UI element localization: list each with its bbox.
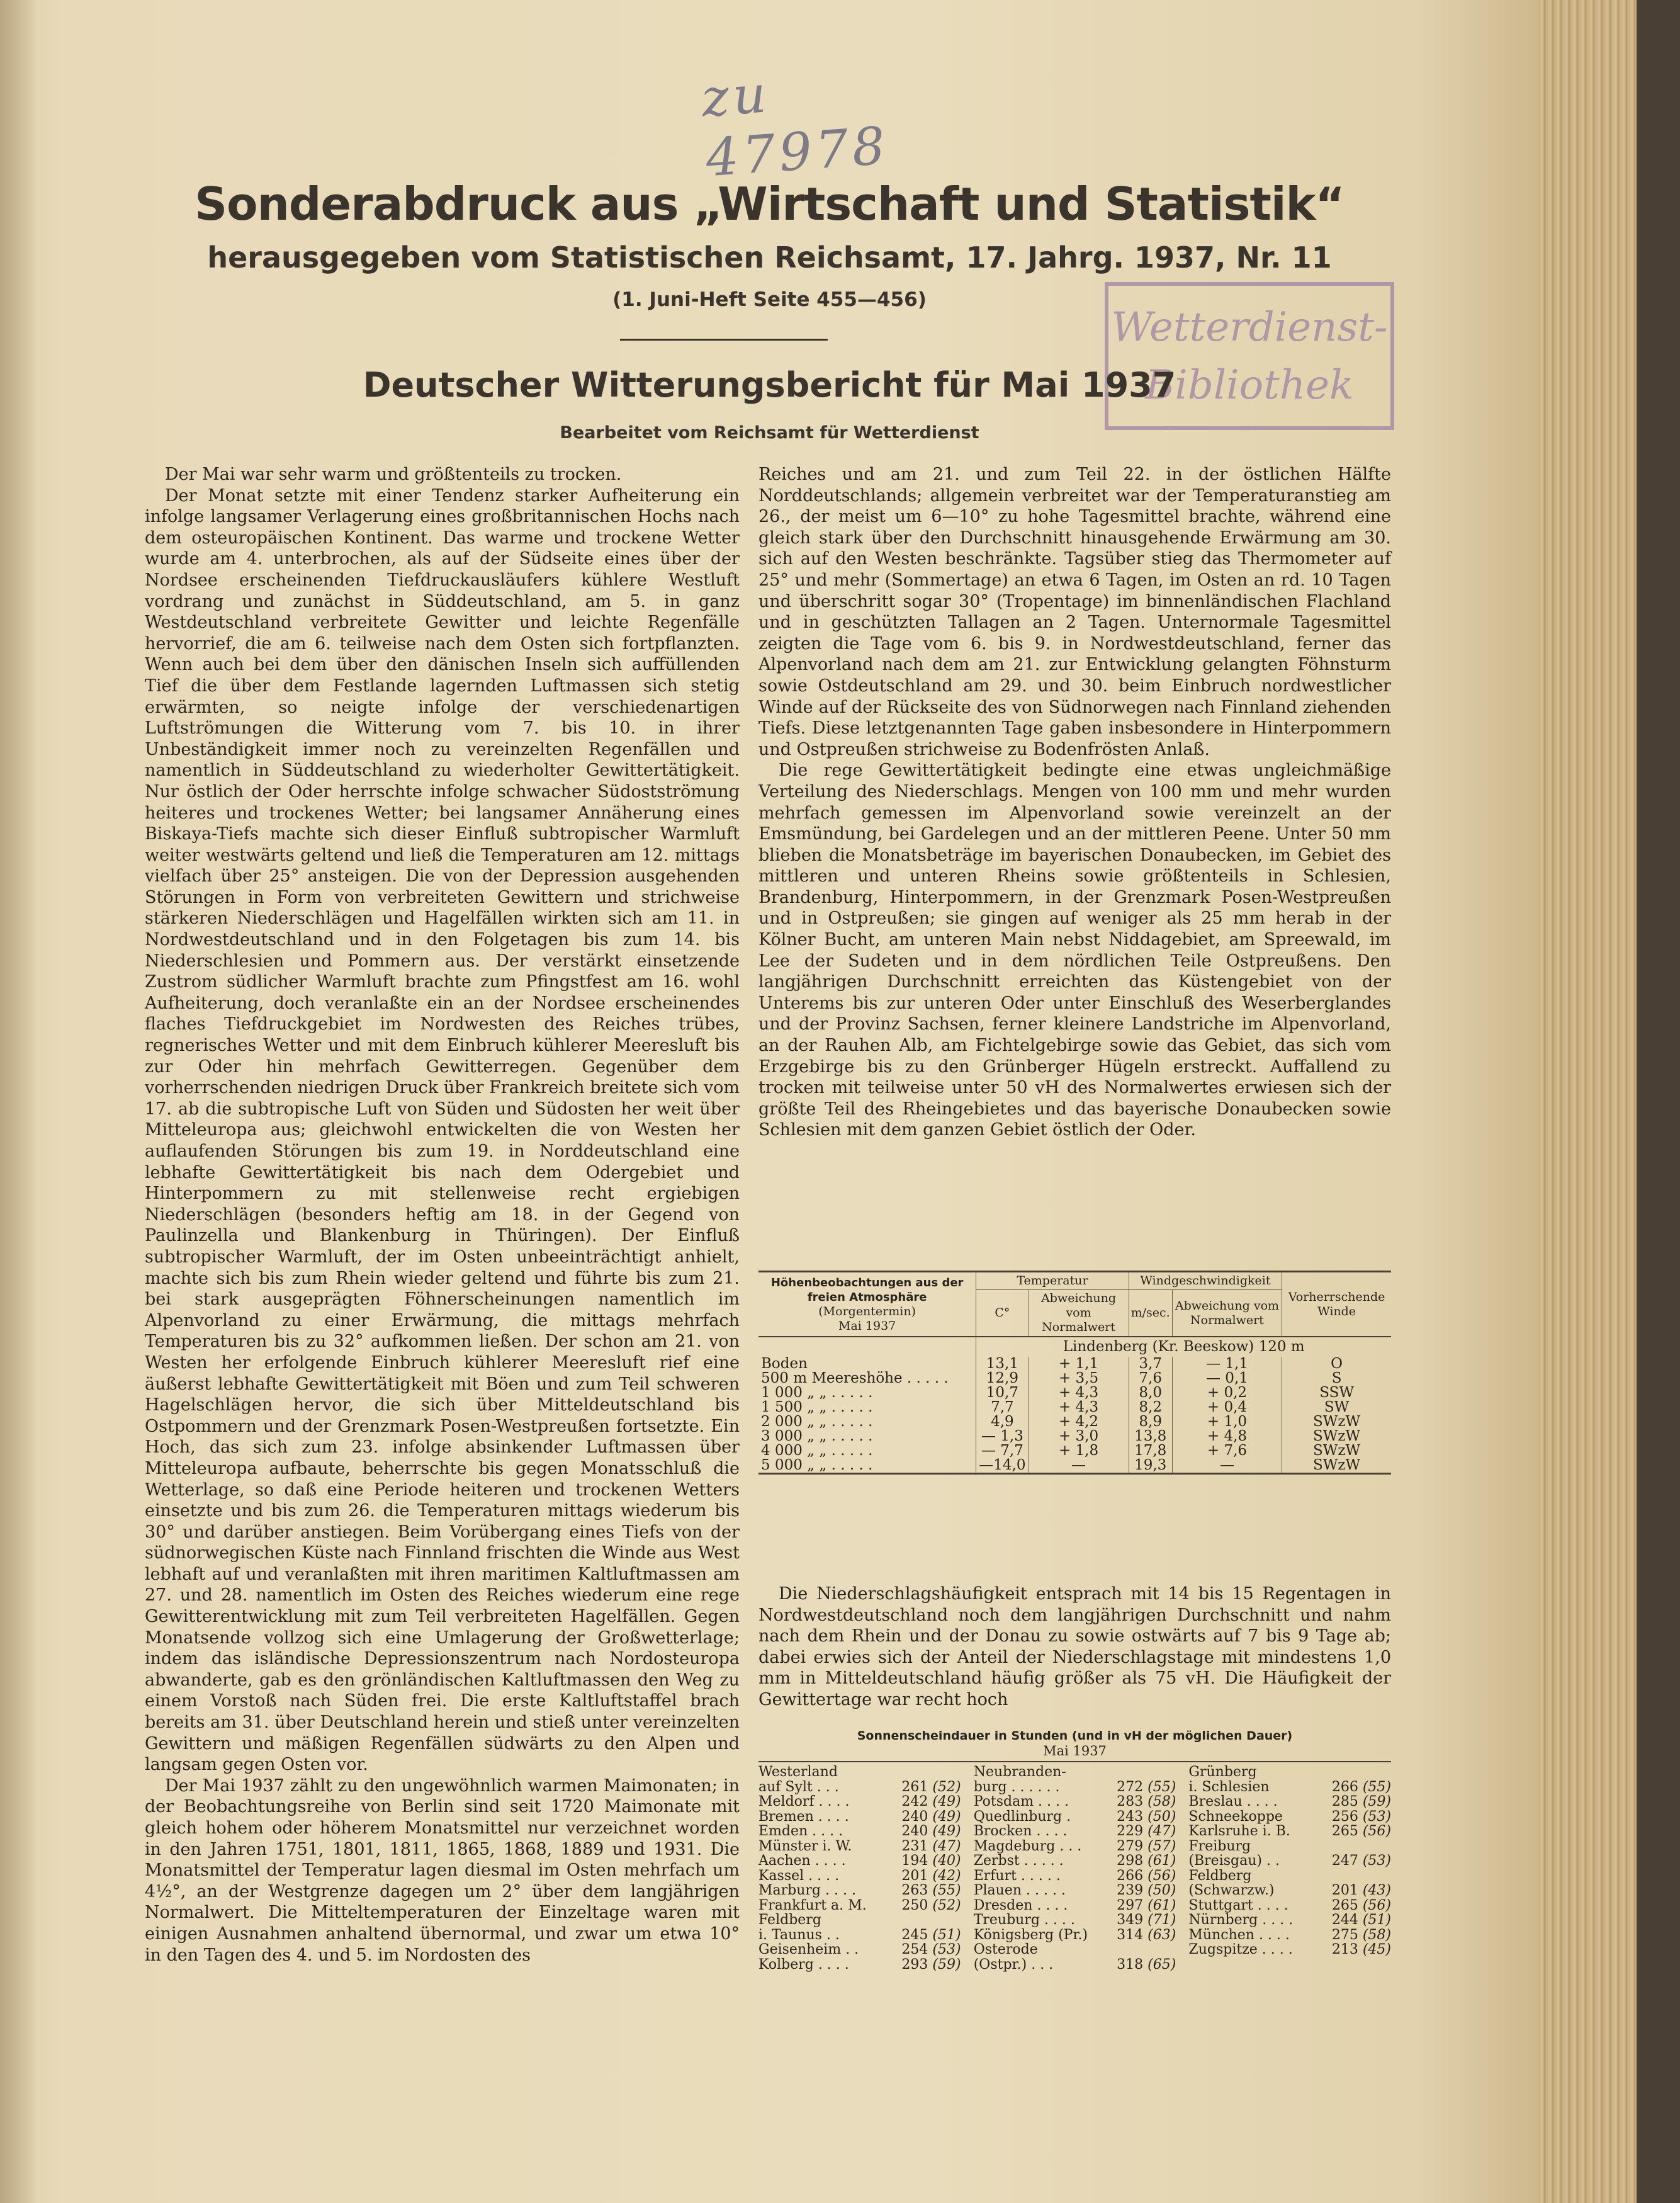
sunshine-value	[1117, 1780, 1176, 1795]
sunshine-hours: 213	[1331, 1942, 1358, 1957]
sunshine-value	[1332, 1809, 1391, 1825]
sunshine-row	[974, 1957, 1176, 1973]
sunshine-row	[974, 1809, 1176, 1825]
cell-wind-deviation: + 0,4	[1172, 1400, 1282, 1415]
sunshine-value	[901, 1928, 961, 1943]
cell-wind-deviation: + 1,0	[1172, 1415, 1282, 1429]
sunshine-value	[1332, 1942, 1391, 1957]
sunshine-row	[758, 1898, 961, 1913]
station-name: Bremen . . . .	[758, 1808, 849, 1825]
table-header-wind-deviation: Abweichung vom Normalwert	[1172, 1290, 1282, 1337]
sunshine-row	[974, 1869, 1176, 1884]
station-name: Kolberg . . . .	[758, 1956, 849, 1973]
sunshine-row	[1188, 1824, 1391, 1839]
sunshine-hours: 242	[901, 1794, 928, 1809]
sunshine-hours: 243	[1117, 1808, 1144, 1825]
sunshine-percent: (53)	[932, 1942, 961, 1957]
sunshine-column	[758, 1765, 961, 1972]
sunshine-value	[1332, 1794, 1391, 1809]
cell-wind-deviation: + 0,2	[1172, 1386, 1282, 1400]
cell-direction: SWzW	[1282, 1429, 1391, 1444]
sunshine-row	[974, 1913, 1176, 1928]
sunshine-value	[1117, 1839, 1176, 1854]
sunshine-value	[901, 1780, 961, 1795]
sunshine-percent: (65)	[1147, 1956, 1176, 1973]
sunshine-row	[1188, 1839, 1391, 1854]
sunshine-percent: (50)	[1147, 1883, 1176, 1898]
cell-temp: 7,7	[976, 1400, 1029, 1415]
station-name: Quedlinburg .	[973, 1808, 1071, 1825]
sunshine-row	[974, 1928, 1176, 1943]
sunshine-row	[974, 1824, 1176, 1839]
table-row	[758, 1400, 1391, 1415]
sunshine-value	[901, 1883, 961, 1898]
sunshine-percent: (52)	[932, 1897, 961, 1913]
sunshine-hours: 349	[1117, 1912, 1144, 1928]
sunshine-value	[1332, 1854, 1391, 1869]
sunshine-hours: 263	[901, 1883, 928, 1898]
sunshine-percent: (50)	[1147, 1808, 1176, 1825]
sunshine-row	[1188, 1928, 1391, 1943]
sunshine-row	[974, 1854, 1176, 1869]
sunshine-title: Sonnenscheindauer in Stunden (und in vH der möglichen Dauer)	[857, 1729, 1293, 1743]
sunshine-row	[758, 1824, 961, 1839]
cell-level: 4 000 „ „ . . . . .	[761, 1442, 873, 1459]
cell-direction: SWzW	[1282, 1458, 1391, 1474]
station-name: Magdeburg . . .	[973, 1838, 1082, 1854]
binding-edge	[1637, 0, 1680, 2203]
cell-temp-deviation: —	[1029, 1458, 1129, 1474]
sunshine-value	[901, 1809, 961, 1825]
sunshine-percent: (59)	[932, 1956, 961, 1973]
cell-wind-deviation: — 1,1	[1172, 1357, 1282, 1371]
right-column-lower	[758, 1583, 1391, 1711]
sunshine-table	[758, 1728, 1391, 1972]
cell-wind-deviation: + 7,6	[1172, 1444, 1282, 1458]
spine-shadow	[0, 0, 38, 2203]
cell-temp-deviation: + 3,0	[1029, 1429, 1129, 1444]
sunshine-value	[1117, 1898, 1176, 1913]
sunshine-row	[974, 1780, 1176, 1795]
sunshine-row	[1188, 1898, 1391, 1913]
station-name: Osterode	[973, 1942, 1038, 1957]
sunshine-value	[1117, 1928, 1176, 1943]
sunshine-hours: 265	[1331, 1897, 1358, 1913]
sunshine-percent: (58)	[1362, 1927, 1391, 1943]
sunshine-value	[901, 1794, 961, 1809]
sunshine-hours: 240	[901, 1808, 928, 1825]
sunshine-percent: (61)	[1147, 1897, 1176, 1913]
offprint-subtitle: herausgegeben vom Statistischen Reichsamt, 17. Jahrg. 1937, Nr. 11	[207, 241, 1332, 275]
sunshine-row	[758, 1957, 961, 1973]
station-name: Zugspitze . . . .	[1188, 1942, 1293, 1957]
table-header-celsius: C°	[976, 1290, 1029, 1337]
cell-wind: 8,9	[1129, 1415, 1172, 1429]
offprint-reference: (1. Juni-Heft Seite 455—456)	[612, 288, 927, 311]
sunshine-hours: 201	[901, 1867, 928, 1884]
station-name: Neubranden-	[973, 1764, 1066, 1780]
cell-level: 500 m Meereshöhe . . . . .	[761, 1370, 949, 1386]
station-name: Meldorf . . . .	[758, 1794, 850, 1809]
sunshine-value	[1332, 1883, 1391, 1898]
sunshine-hours: 194	[901, 1853, 928, 1869]
sunshine-value	[901, 1942, 961, 1957]
cell-temp-deviation: + 4,2	[1029, 1415, 1129, 1429]
paragraph: Die Niederschlagshäufigkeit entsprach mit 14 bis 15 Regentagen in Nordwestdeutschland noch dem langjährigen Durchschnitt und nahm nach dem Rhein und der Donau zu sowie ostwärts auf 7 bis 9 Tage ab; dabei erwies sich der Anteil der Niederschlagstage mit mindestens 1,0 mm in Mitteldeutschland häufig größer als 75 vH. Die Häufigkeit der Gewittertage war recht hoch	[758, 1584, 1391, 1709]
cell-direction: S	[1282, 1371, 1391, 1386]
station-name: Breslau . . . .	[1188, 1794, 1278, 1809]
sunshine-value	[901, 1957, 961, 1973]
sunshine-row	[1188, 1942, 1391, 1957]
station-name: Schneekoppe	[1188, 1808, 1283, 1825]
table-row	[758, 1386, 1391, 1400]
sunshine-hours: 285	[1331, 1794, 1358, 1809]
sunshine-percent: (53)	[1362, 1808, 1391, 1825]
sunshine-value	[1332, 1824, 1391, 1839]
sunshine-hours: 229	[1117, 1823, 1144, 1839]
sunshine-percent: (55)	[1362, 1779, 1391, 1795]
cell-level: 1 000 „ „ . . . . .	[761, 1385, 873, 1401]
sunshine-percent: (56)	[1362, 1897, 1391, 1913]
cell-wind-deviation: + 4,8	[1172, 1429, 1282, 1444]
station-name: i. Schlesien	[1188, 1779, 1270, 1795]
sunshine-value	[1332, 1913, 1391, 1928]
cell-temp: — 7,7	[976, 1444, 1029, 1458]
sunshine-value	[1117, 1957, 1176, 1973]
sunshine-hours: 283	[1117, 1794, 1144, 1809]
sunshine-percent: (42)	[932, 1867, 961, 1884]
station-name: (Schwarzw.)	[1188, 1883, 1275, 1898]
station-name: Westerland	[758, 1764, 838, 1780]
sunshine-value	[1332, 1898, 1391, 1913]
sunshine-column	[974, 1765, 1176, 1972]
sunshine-hours: 239	[1117, 1883, 1144, 1898]
sunshine-row	[1188, 1869, 1391, 1884]
cell-wind-deviation: —	[1172, 1458, 1282, 1474]
sunshine-value	[1117, 1869, 1176, 1884]
report-author: Bearbeitet vom Reichsamt für Wetterdienst	[560, 423, 979, 443]
cell-temp: 4,9	[976, 1415, 1029, 1429]
sunshine-hours: 266	[1117, 1867, 1144, 1884]
sunshine-hours: 314	[1117, 1927, 1144, 1943]
sunshine-row	[1188, 1780, 1391, 1795]
sunshine-percent: (59)	[1362, 1794, 1391, 1809]
table-header-temperature: Temperatur	[976, 1272, 1129, 1290]
sunshine-percent: (45)	[1362, 1942, 1391, 1957]
right-column	[758, 464, 1391, 1141]
table-row	[758, 1415, 1391, 1429]
paragraph: Der Monat setzte mit einer Tendenz starker Aufheiterung ein infolge langsamer Verlagerung eines großbritannischen Hochs nach dem osteuropäischen Kontinent. Das warme und trockene Wetter wurde am 4. unterbrochen, als auf der Südseite eines über der Nordsee erscheinenden Tiefdruckausläufers kühlere Westluft vordrang und zunächst in Süddeutschland, am 5. in ganz Westdeutschland verbreitete Gewitter und leichte Regenfälle hervorrief, die am 6. teilweise nach dem Osten sich fortpflanzten. Wenn auch bei dem über den dänischen Inseln sich auffüllenden Tief die über dem Festlande lagernden Luftmassen sich stetig erwärmten, so neigte infolge der verschiedenartigen Luftströmungen die Witterung vom 7. bis 10. in ihrer Unbeständigkeit immer noch zu vereinzelten Regenfällen und namentlich in Süddeutschland zu wiederholter Gewittertätigkeit. Nur östlich der Oder herrschte infolge schwacher Südostströmung heiteres und trockenes Wetter; bei langsamer Annäherung eines Biskaya-Tiefs machte sich dieser Einfluß subtropischer Warmluft weiter westwärts geltend und ließ die Temperaturen am 12. mittags vielfach über 25° ansteigen. Die von der Depression ausgehenden Störungen in Form von verbreiteten Gewittern und strichweise stärkeren Niederschlägen und Hagelfällen wirkten sich am 11. in Nordwestdeutschland und in den Folgetagen bis zum 14. bis Niederschlesien und Pommern aus. Der verstärkt einsetzende Zustrom südlicher Warmluft brachte zum Pfingstfest am 16. wohl Aufheiterung, doch veranlaßte ein an der Nordsee erscheinendes flaches Tiefdruckgebiet im Nordwesten des Reiches trübes, regnerisches Wetter und mit dem Einbruch kühlerer Meeresluft bis zur Oder hin mehrfach Gewitterregen. Gegenüber dem vorherrschenden niedrigen Druck über Frankreich breitete sich vom 17. ab die subtropische Luft von Süden und Südosten her weit über Mitteleuropa aus; gleichwohl entwickelten die von Westen her auflaufenden Störungen bis zum 19. in Norddeutschland eine lebhafte Gewittertätigkeit bis nach dem Odergebiet und Hinterpommern zu mit stellenweise recht ergiebigen Niederschlägen (besonders heftig am 18. in der Gegend von Paulinzella und Blankenburg in Thüringen). Der Einfluß subtropischer Warmluft, der im Osten unbeeinträchtigt anhielt, machte sich bis zum Rhein wieder geltend und führte bis zum 21. bei stark ausgeprägten Föhnerscheinungen namentlich im Alpenvorland zu einer Erwärmung, die mittags mehrfach Temperaturen bis zu 32° aufkommen ließen. Der schon am 21. von Westen her erfolgende Einbruch kühlerer Meeresluft rief eine äußerst lebhafte Gewittertätigkeit mit Böen und zum Teil schweren Hagelschlägen hervor, die sich über Mitteldeutschland bis Ostpommern und der Grenzmark Posen-Westpreußen fortsetzte. Ein Hoch, das sich zum 23. infolge absinkender Luftmassen über Mitteleuropa aufbaute, beherrschte bis gegen Monatsschluß die Wetterlage, so daß eine Periode heiteren und trockenen Wetters einsetzte und bis zum 26. die Temperaturen mittags wiederum bis 30° und darüber anstiegen. Beim Vorübergang eines Tiefs von der südnorwegischen Küste nach Finnland frischten die Winde aus West lebhaft auf und veranlaßten mit ihren maritimen Kaltluftmassen am 27. und 28. namentlich im Osten des Reiches wiederum eine rege Gewitterentwicklung mit zum Teil verbreiteten Hagelfällen. Gegen Monatsende vollzog sich eine Umlagerung der Großwetterlage; indem das isländische Depressionszentrum nach Nordosteuropa abwanderte, gab es den grönländischen Kaltluftmassen den Weg zu einem Vorstoß nach Süden frei. Die erste Kaltluftstaffel brach bereits am 31. über Deutschland herein und stieß unter vereinzelten Gewittern und mäßigen Regenfällen südwärts zu den Alpen und langsam gegen Osten vor.	[145, 485, 740, 1775]
cell-level: 2 000 „ „ . . . . .	[761, 1413, 873, 1430]
station-name: Feldberg	[1188, 1867, 1252, 1884]
table-row	[758, 1444, 1391, 1458]
sunshine-value	[901, 1869, 961, 1884]
sunshine-hours: 318	[1117, 1956, 1144, 1973]
cell-wind: 19,3	[1129, 1458, 1172, 1474]
station-name: Münster i. W.	[758, 1838, 852, 1854]
sunshine-row	[758, 1928, 961, 1943]
sunshine-hours: 261	[901, 1779, 928, 1795]
cell-wind: 17,8	[1129, 1444, 1172, 1458]
sunshine-row	[1188, 1883, 1391, 1898]
sunshine-percent: (63)	[1147, 1927, 1176, 1943]
paragraph: Der Mai 1937 zählt zu den ungewöhnlich warmen Maimonaten; in der Beobachtungsreihe von Berlin sind seit 1720 Maimonate mit gleich hohem oder höherem Monatsmittel nur verzeichnet worden in den Jahren 1751, 1801, 1811, 1865, 1868, 1889 und 1931. Die Monatsmittel der Temperatur lagen diesmal im Osten mehrfach um 4½°, an der Westgrenze dagegen um 2° über dem langjährigen Normalwert. Die Mitteltemperaturen der Einzeltage waren mit einigen Ausnahmen anhaltend übernormal, und zwar um etwa 10° in den Tagen des 4. und 5. im Nordosten des	[145, 1775, 740, 1965]
station-name: Potsdam . . . .	[973, 1794, 1069, 1809]
station-name: Dresden . . . .	[973, 1897, 1068, 1913]
sunshine-hours: 272	[1117, 1779, 1144, 1795]
cell-temp-deviation: + 1,8	[1029, 1444, 1129, 1458]
sunshine-hours: 240	[901, 1823, 928, 1839]
sunshine-row	[758, 1839, 961, 1854]
sunshine-value	[1117, 1809, 1176, 1825]
left-column	[145, 464, 740, 1966]
sunshine-value	[1332, 1928, 1391, 1943]
sunshine-hours: 254	[901, 1942, 928, 1957]
cell-temp: — 1,3	[976, 1429, 1029, 1444]
paragraph: Reiches und am 21. und zum Teil 22. in der östlichen Hälfte Norddeutschlands; allgemein verbreitet war der Temperaturanstieg am 26., der meist um 6—10° zu hohe Tagesmittel brachte, während eine gleich stark über den Durchschnitt hinausgehende Erwärmung am 30. sich auf den Westen beschränkte. Tagsüber stieg das Thermometer auf 25° und mehr (Sommertage) an etwa 6 Tagen, im Osten an rd. 10 Tagen und überschritt sogar 30° (Tropentage) im binnenländischen Flachland und in geschützten Tallagen an 2 Tagen. Unternormale Tagesmittel zeigten die Tage vom 6. bis 9. in Nordwestdeutschland, ferner das Alpenvorland nach dem am 21. zur Entwicklung gelangten Föhnsturm sowie Ostdeutschland am 29. und 30. beim Einbruch nordwestlicher Winde auf der Rückseite des von Südnorwegen nach Finnland ziehenden Tiefs. Diese letztgenannten Tage gaben insbesondere in Hinterpommern und Ostpreußen strichweise zu Bodenfrösten Anlaß.	[758, 465, 1391, 759]
station-name: Freiburg	[1188, 1838, 1251, 1854]
sunshine-row	[758, 1942, 961, 1957]
sunshine-hours: 247	[1331, 1853, 1358, 1869]
station-name: Aachen . . . .	[758, 1853, 846, 1869]
sunshine-percent: (53)	[1362, 1853, 1391, 1869]
sunshine-percent: (58)	[1147, 1794, 1176, 1809]
sunshine-hours: 266	[1331, 1779, 1358, 1795]
sunshine-row	[758, 1809, 961, 1825]
station-name: Erfurt . . . . .	[973, 1867, 1061, 1884]
sunshine-subtitle: Mai 1937	[1043, 1743, 1107, 1758]
sunshine-percent: (47)	[932, 1838, 961, 1854]
sunshine-value	[1117, 1794, 1176, 1809]
station-name: München . . . .	[1188, 1927, 1290, 1943]
sunshine-row	[974, 1839, 1176, 1854]
sunshine-percent: (40)	[932, 1853, 961, 1869]
sunshine-hours: 279	[1117, 1838, 1144, 1854]
sunshine-row	[974, 1942, 1176, 1957]
handwritten-archive-number: zu 47978	[699, 64, 891, 189]
sunshine-value	[1117, 1854, 1176, 1869]
sunshine-percent: (49)	[932, 1823, 961, 1839]
cell-level: 3 000 „ „ . . . . .	[761, 1428, 873, 1444]
paragraph: Der Mai war sehr warm und größtenteils zu trocken.	[165, 465, 622, 484]
cell-temp: 12,9	[976, 1371, 1029, 1386]
sunshine-hours: 250	[901, 1897, 928, 1913]
station-name: auf Sylt . . .	[758, 1779, 839, 1795]
sunshine-row	[758, 1883, 961, 1898]
paragraph: Die rege Gewittertätigkeit bedingte eine etwas ungleichmäßige Verteilung des Niederschlags. Mengen von 100 mm und mehr wurden mehrfach gemessen im Alpenvorland sowie vereinzelt an der Emsmündung, bei Gardelegen und an der mittleren Peene. Unter 50 mm blieben die Monatsbeträge im bayerischen Donaubecken, im Gebiet des mittleren und unteren Rheins sowie größtenteils in Schlesien, Brandenburg, Hinterpommern, in der Grenzmark Posen-Westpreußen und in Ostpreußen; sie gingen auf weniger als 25 mm herab in der Kölner Bucht, am unteren Main nebst Niddagebiet, am Spreewald, im Lee der Sudeten und in dem nördlichen Teile Ostpreußens. Den langjährigen Durchschnitt erreichten das Küstengebiet von der Unterems bis zur unteren Oder unter Einschluß des Weserberglandes und der Provinz Sachsen, ferner kleinere Landstriche im Alpenvorland, an der Rauhen Alb, am Fichtelgebirge sowie das Gebiet, das sich vom Erzgebirge bis zu den Grünberger Hügeln erstreckt. Auffallend zu trocken mit teilweise unter 50 vH des Normalwertes erwiesen sich der größte Teil des Rheingebietes und das bayerische Donaubecken sowie Schlesien mit dem ganzen Gebiet östlich der Oder.	[758, 761, 1391, 1140]
station-name: Treuburg . . . .	[973, 1912, 1075, 1928]
sunshine-hours: 244	[1331, 1912, 1358, 1928]
sunshine-percent: (56)	[1362, 1823, 1391, 1839]
cell-temp: —14,0	[976, 1458, 1029, 1474]
sunshine-value	[1117, 1883, 1176, 1898]
cell-temp: 13,1	[976, 1357, 1029, 1371]
stamp-line-1: Wetterdienst-	[1111, 304, 1388, 351]
station-name: Nürnberg . . . .	[1188, 1912, 1294, 1928]
sunshine-column	[1188, 1765, 1391, 1972]
sunshine-percent: (47)	[1147, 1823, 1176, 1839]
sunshine-percent: (51)	[1362, 1912, 1391, 1928]
sunshine-row	[1188, 1854, 1391, 1869]
station-name: Marburg . . . .	[758, 1883, 856, 1898]
station-name: (Breisgau) . .	[1188, 1853, 1280, 1869]
cell-wind: 7,6	[1129, 1371, 1172, 1386]
table-header-wind: Windgeschwindigkeit	[1129, 1272, 1282, 1290]
sunshine-value	[1117, 1913, 1176, 1928]
sunshine-hours: 245	[901, 1927, 928, 1943]
sunshine-hours: 275	[1331, 1927, 1358, 1943]
upper-air-table	[758, 1271, 1391, 1475]
sunshine-row	[758, 1913, 961, 1928]
station-name: burg . . . . . .	[973, 1779, 1060, 1795]
sunshine-hours: 201	[1331, 1883, 1358, 1898]
sunshine-row	[758, 1794, 961, 1809]
sunshine-percent: (49)	[932, 1808, 961, 1825]
sunshine-hours: 297	[1117, 1897, 1144, 1913]
station-name: Karlsruhe i. B.	[1188, 1823, 1290, 1839]
station-name: Geisenheim . .	[758, 1942, 859, 1957]
station-name: Grünberg	[1188, 1764, 1257, 1780]
table-row	[758, 1371, 1391, 1386]
sunshine-hours: 298	[1117, 1853, 1144, 1869]
cell-temp: 10,7	[976, 1386, 1029, 1400]
cell-direction: SWzW	[1282, 1444, 1391, 1458]
station-name: Brocken . . . .	[973, 1823, 1068, 1839]
sunshine-value	[1117, 1824, 1176, 1839]
station-name: Königsberg (Pr.)	[973, 1927, 1088, 1943]
sunshine-percent: (51)	[932, 1927, 961, 1943]
station-name: Emden . . . .	[758, 1823, 843, 1839]
sunshine-value	[901, 1839, 961, 1854]
sunshine-value	[1332, 1780, 1391, 1795]
cell-direction: SWzW	[1282, 1415, 1391, 1429]
sunshine-value	[901, 1898, 961, 1913]
table-row	[758, 1458, 1391, 1474]
station-name: Stuttgart . . . .	[1188, 1897, 1288, 1913]
sunshine-row	[758, 1869, 961, 1884]
sunshine-percent: (57)	[1147, 1838, 1176, 1854]
sunshine-row	[974, 1794, 1176, 1809]
sunshine-value	[901, 1824, 961, 1839]
station-name: i. Taunus . .	[758, 1927, 840, 1943]
sunshine-row	[974, 1898, 1176, 1913]
cell-temp-deviation: + 4,3	[1029, 1400, 1129, 1415]
table-row	[758, 1429, 1391, 1444]
sunshine-percent: (55)	[1147, 1779, 1176, 1795]
sunshine-row	[1188, 1809, 1391, 1825]
sunshine-row	[1188, 1913, 1391, 1928]
cell-direction: O	[1282, 1357, 1391, 1371]
station-name: Plauen . . . . .	[973, 1883, 1066, 1898]
sunshine-row	[974, 1883, 1176, 1898]
cell-level: 5 000 „ „ . . . . .	[761, 1457, 873, 1473]
cell-temp-deviation: + 4,3	[1029, 1386, 1129, 1400]
sunshine-percent: (56)	[1147, 1867, 1176, 1884]
sunshine-row	[758, 1854, 961, 1869]
sunshine-row	[758, 1765, 961, 1780]
offprint-title: Sonderabdruck aus „Wirtschaft und Statistik“	[194, 178, 1345, 230]
header-divider	[620, 339, 828, 341]
sunshine-hours: 293	[901, 1956, 928, 1973]
table-row	[758, 1357, 1391, 1371]
table-header-temp-deviation: Abweichung vom Normalwert	[1029, 1290, 1129, 1337]
sunshine-percent: (49)	[932, 1794, 961, 1809]
table-header-prevailing-winds: Vorherrschende Winde	[1282, 1272, 1391, 1337]
station-label: Lindenberg (Kr. Beeskow) 120 m	[976, 1337, 1391, 1357]
cell-wind-deviation: — 0,1	[1172, 1371, 1282, 1386]
station-name: Feldberg	[758, 1912, 821, 1928]
cell-direction: SW	[1282, 1400, 1391, 1415]
sunshine-hours: 265	[1331, 1823, 1358, 1839]
cell-wind: 8,0	[1129, 1386, 1172, 1400]
stamp-line-2: Bibliothek	[1145, 362, 1354, 409]
sunshine-percent: (43)	[1362, 1883, 1391, 1898]
table-header-observations: Höhenbeobachtungen aus der freien Atmosphäre (Morgentermin) Mai 1937	[758, 1272, 976, 1337]
cell-wind: 8,2	[1129, 1400, 1172, 1415]
cell-wind: 13,8	[1129, 1429, 1172, 1444]
table-header-msec: m/sec.	[1129, 1290, 1172, 1337]
sunshine-value	[901, 1854, 961, 1869]
station-name: Frankfurt a. M.	[758, 1897, 867, 1913]
cell-level: 1 500 „ „ . . . . .	[761, 1399, 873, 1415]
station-name: Kassel . . . .	[758, 1867, 840, 1884]
cell-wind: 3,7	[1129, 1357, 1172, 1371]
cell-direction: SSW	[1282, 1386, 1391, 1400]
report-title: Deutscher Witterungsbericht für Mai 1937	[363, 365, 1176, 405]
cell-temp-deviation: + 1,1	[1029, 1357, 1129, 1371]
cell-level: Boden	[761, 1356, 808, 1372]
station-name: (Ostpr.) . . .	[973, 1956, 1054, 1973]
sunshine-percent: (52)	[932, 1779, 961, 1795]
sunshine-hours: 231	[901, 1838, 928, 1854]
sunshine-hours: 256	[1331, 1808, 1358, 1825]
sunshine-row	[1188, 1794, 1391, 1809]
sunshine-percent: (61)	[1147, 1853, 1176, 1869]
sunshine-percent: (71)	[1147, 1912, 1176, 1928]
sunshine-row	[1188, 1765, 1391, 1780]
sunshine-percent: (55)	[932, 1883, 961, 1898]
station-name: Zerbst . . . . .	[973, 1853, 1064, 1869]
sunshine-row	[758, 1780, 961, 1795]
sunshine-row	[974, 1765, 1176, 1780]
cell-temp-deviation: + 3,5	[1029, 1371, 1129, 1386]
